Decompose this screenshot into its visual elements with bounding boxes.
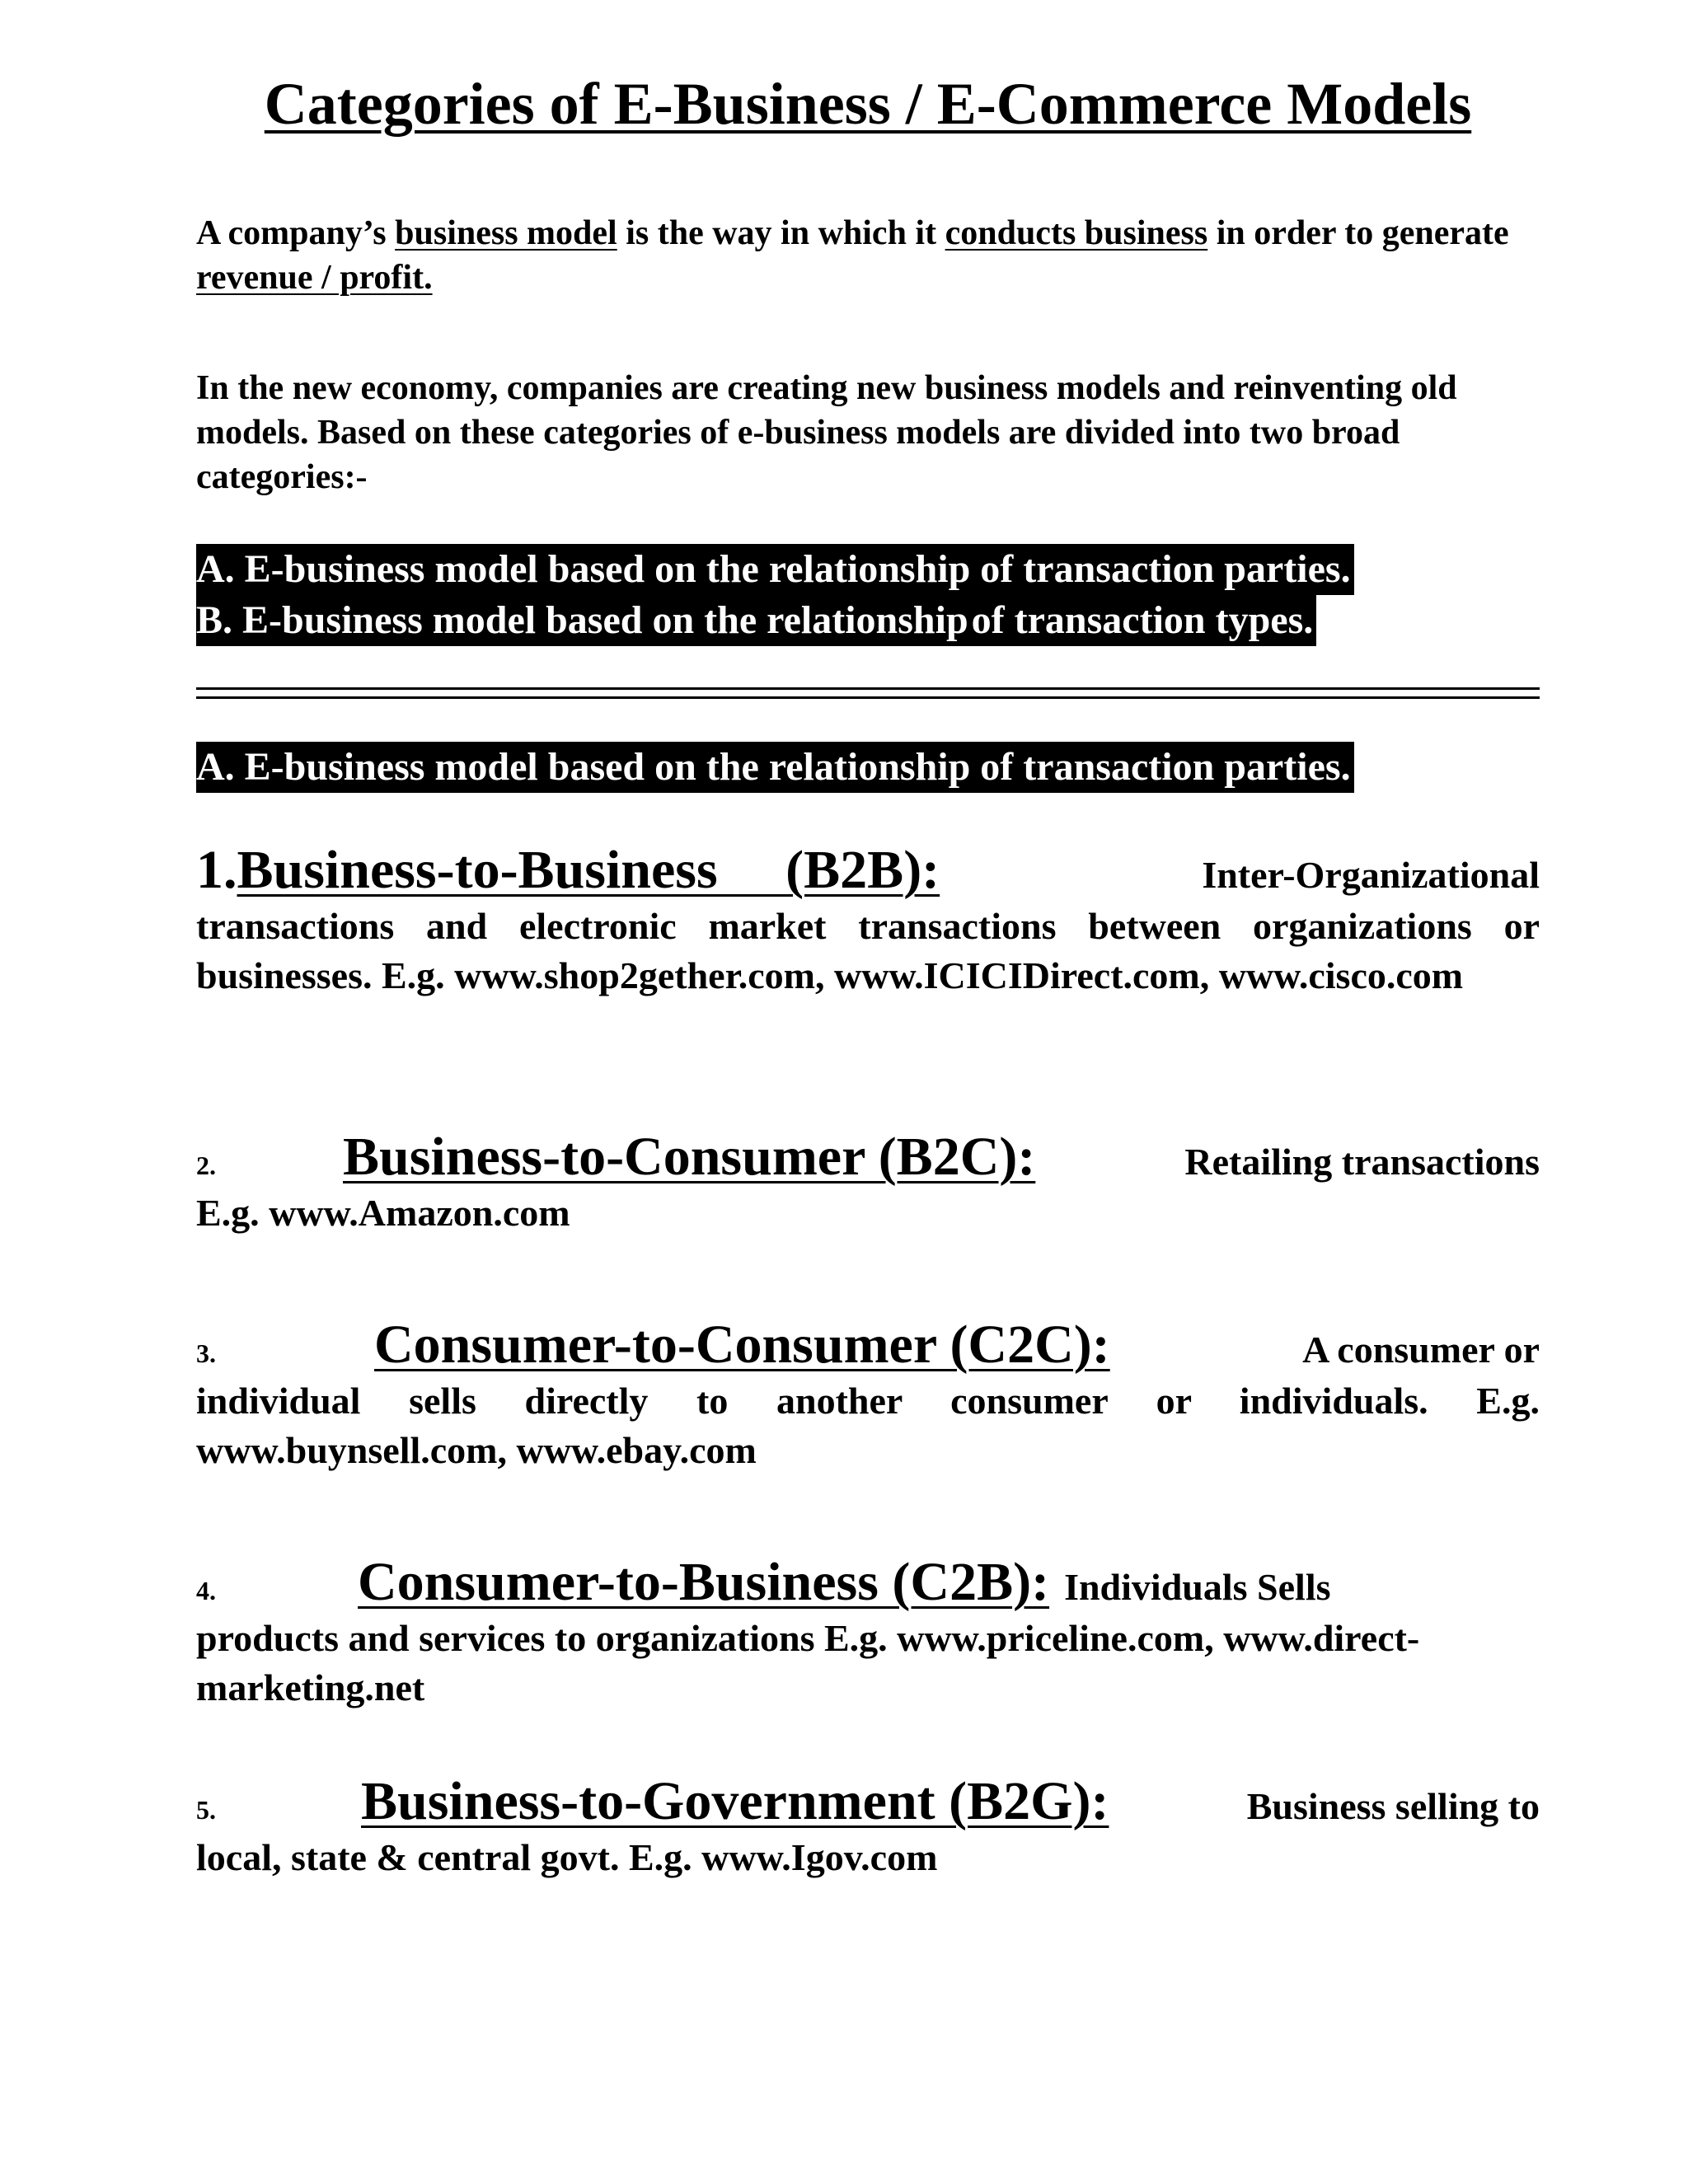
- term-business-model: business model: [395, 214, 617, 252]
- intro-text-2: is the way in which it: [617, 214, 945, 252]
- model-desc-first: Business selling to: [1246, 1785, 1540, 1827]
- economy-paragraph: In the new economy, companies are creating new business models and reinventing old models. Based on these categories of e-business models are divided into two broad categories:-: [196, 369, 1457, 496]
- term-revenue-profit: revenue / profit.: [196, 259, 433, 297]
- model-description: products and services to organizations E.g. www.priceline.com, www.direct-marketing.net: [196, 1617, 1420, 1708]
- model-c2c-first-line: [196, 1314, 1540, 1376]
- section-a-heading: A. E-business model based on the relationship of transaction parties.: [196, 742, 1354, 793]
- model-number: 4.: [196, 1576, 216, 1605]
- model-number: 3.: [196, 1338, 216, 1368]
- category-b-part1: B. E-business model based on the relationship: [196, 595, 972, 646]
- term-conducts-business: conducts business: [945, 214, 1208, 252]
- model-heading: Consumer-to-Business (C2B):: [358, 1552, 1050, 1612]
- category-a: A. E-business model based on the relationship of transaction parties.: [196, 544, 1354, 595]
- model-desc-first: Individuals Sells: [1064, 1566, 1331, 1608]
- model-description: transactions and electronic market transactions between organizations or businesses. E.g. www.shop2gether.com, www.ICICIDirect.com, www.cisco.com: [196, 905, 1540, 996]
- model-number: 2.: [196, 1151, 216, 1180]
- model-b2c-first-line: [196, 1126, 1540, 1188]
- double-divider: [196, 687, 1540, 699]
- model-desc-first: A consumer or: [1302, 1329, 1540, 1371]
- model-c2c: [196, 1314, 1540, 1475]
- model-b2b-first-line: [196, 839, 1540, 902]
- categories-list: [196, 544, 1354, 646]
- model-b2g: [196, 1770, 1540, 1882]
- model-c2b-first-line: [196, 1551, 1540, 1614]
- intro-text-3: in order to generate: [1207, 214, 1509, 252]
- model-description: local, state & central govt. E.g. www.Igov.com: [196, 1836, 938, 1878]
- model-heading: Consumer-to-Consumer (C2C):: [374, 1315, 1110, 1375]
- model-description: individual sells directly to another consumer or individuals. E.g. www.buynsell.com, www.ebay.com: [196, 1380, 1540, 1471]
- model-heading: Business-to-Government (B2G):: [361, 1771, 1109, 1831]
- intro-text-1: A company’s: [196, 214, 396, 252]
- model-desc-first: Inter-Organizational: [1202, 854, 1540, 896]
- model-desc-first: Retailing transactions: [1184, 1141, 1540, 1183]
- model-b2b: [196, 839, 1540, 1001]
- model-heading: Business-to-Consumer (B2C):: [343, 1127, 1036, 1187]
- model-number: 5.: [196, 1795, 216, 1825]
- document-title: Categories of E-Business / E-Commerce Models: [264, 71, 1472, 137]
- section-a-heading-block: [196, 742, 1354, 793]
- model-b2c: [196, 1126, 1540, 1238]
- model-description: E.g. www.Amazon.com: [196, 1192, 570, 1234]
- model-number: 1.: [196, 840, 237, 900]
- intro-paragraph: [196, 211, 1540, 300]
- model-heading: Business-to-Business (B2B):: [237, 840, 940, 900]
- category-b-part2: of transaction types.: [972, 595, 1317, 646]
- model-c2b: [196, 1551, 1540, 1713]
- model-b2g-first-line: [196, 1770, 1540, 1833]
